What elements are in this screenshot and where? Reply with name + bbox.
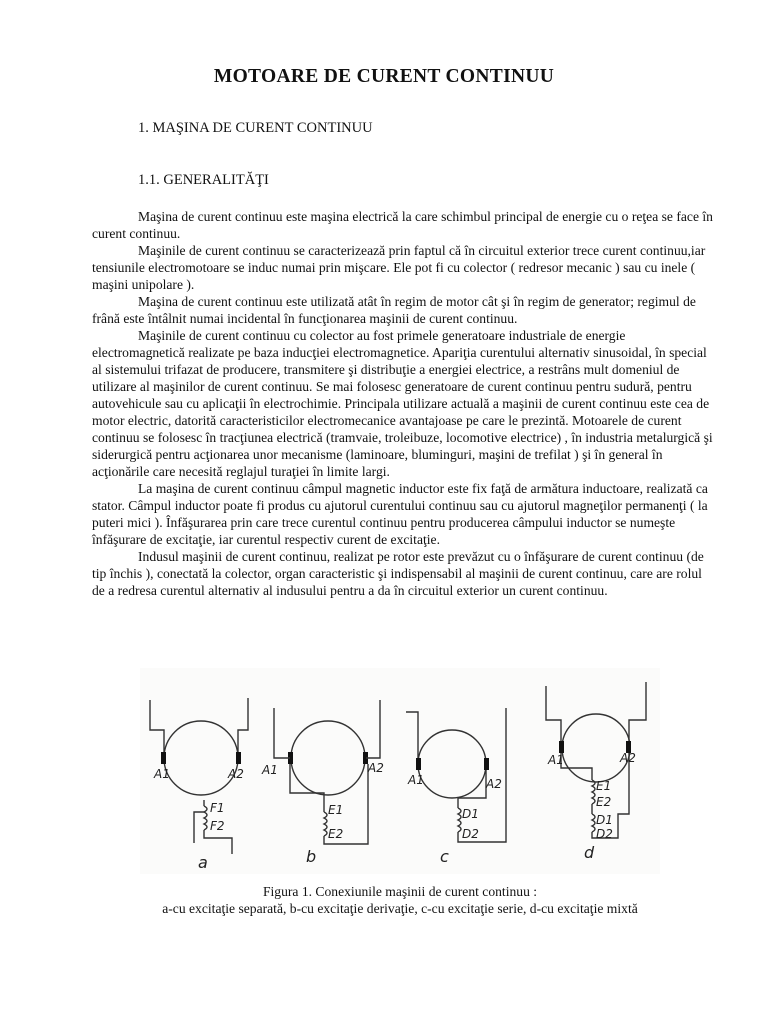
body-text (92, 208, 714, 599)
connection-diagram (140, 668, 660, 874)
label-d-e2: E2 (596, 795, 612, 809)
label-d-a2: A2 (620, 751, 636, 765)
label-e1: E1 (328, 803, 344, 817)
paragraph: Maşina de curent continuu este utilizată atât în regim de motor cât şi în regim de generator; regimul de frână este întâlnit numai incidental în funcţionarea maşinii de curent continuu. (92, 294, 696, 326)
label-a2: A2 (228, 767, 244, 781)
label-d-a1: A1 (548, 753, 564, 767)
paragraph: Maşinile de curent continuu cu colector au fost primele generatoare industriale de energie electromagnetică realizate pe baza inducţiei electromagnetice. Apariţia curentului alternativ sinusoidal, în special al sistemului trifazat de producere, transmitere şi distribuţie a energiei electrice, a restrâns mult domeniul de utilizare al maşinilor de curent continuu. Se mai folosesc generatoare de curent continuu pentru sudură, pentru autovehicule sau cu aplicaţii în electrochimie. Principala utilizare actuală a maşinii de curent continuu este cea de motor electric, datorită caracteristicilor electromecanice avantajoase pe care le prezintă. Motoarele de curent continuu se folosesc în tracţiunea electrică (tramvaie, troleibuze, locomotive electrice) , în industria metalurgică şi siderurgică pentru acţionarea unor mecanisme (laminoare, bluminguri, maşini de trefilat ) şi în general în acţionările care necesită reglajul turaţiei în limite largi. (92, 328, 713, 479)
caption-line-1: Figura 1. Conexiunile maşinii de curent continuu : (262, 884, 538, 899)
paragraph: Indusul maşinii de curent continuu, realizat pe rotor este prevăzut cu o înfăşurare de curent continuu (de tip închis ), conectată la colector, organ caracteristic şi indispensabil al maşinii de curent continuu, care are rolul de a redresa curentul alternativ al indusului pentru a da în circuitul exterior un curent continuu. (92, 549, 704, 598)
label-d2: D2 (462, 827, 479, 841)
label-c-a1: A1 (408, 773, 424, 787)
label-letter-c: c (440, 847, 449, 866)
label-f2: F2 (210, 819, 225, 833)
label-d-d1: D1 (596, 813, 613, 827)
section-heading: 1. MAŞINA DE CURENT CONTINUU (138, 120, 373, 136)
label-b-a1: A1 (262, 763, 278, 777)
label-letter-a: a (198, 853, 208, 872)
paragraph: La maşina de curent continuu câmpul magnetic inductor este fix faţă de armătura inductoare, realizată ca stator. Câmpul inductor poate fi produs cu ajutorul curentului continuu sau cu ajutorul magneţilor permanenţi ( la puteri mici ). Înfăşurarea prin care trece curentul continuu pentru producerea câmpului inductor se numeşte înfăşurare de excitaţie, iar curentul respectiv curent de excitaţie. (92, 481, 708, 547)
paragraph: Maşina de curent continuu este maşina electrică la care schimbul principal de energie cu o reţea se face în curent continuu. (92, 209, 713, 241)
figure-caption (0, 883, 768, 917)
paragraph: Maşinile de curent continuu se caracterizează prin faptul că în circuitul exterior trece curent continuu,iar tensiunile electromotoare se induc numai prin mişcare. Ele pot fi cu colector ( redresor mecanic ) sau cu inele ( maşini unipolare ). (92, 243, 706, 292)
subsection-heading: 1.1. GENERALITĂŢI (138, 172, 269, 188)
label-b-a2: A2 (368, 761, 384, 775)
label-d1: D1 (462, 807, 479, 821)
label-c-a2: A2 (486, 777, 502, 791)
document-title: MOTOARE DE CURENT CONTINUU (213, 66, 555, 87)
label-letter-b: b (306, 847, 317, 866)
label-f1: F1 (210, 801, 225, 815)
label-d-d2: D2 (596, 827, 613, 841)
label-letter-d: d (584, 843, 595, 862)
label-a1: A1 (154, 767, 170, 781)
label-d-e1: E1 (596, 779, 612, 793)
connection-diagram-figure (140, 668, 660, 874)
caption-line-2: a-cu excitaţie separată, b-cu excitaţie derivaţie, c-cu excitaţie serie, d-cu excitaţie mixtă (162, 901, 638, 916)
label-e2: E2 (328, 827, 344, 841)
